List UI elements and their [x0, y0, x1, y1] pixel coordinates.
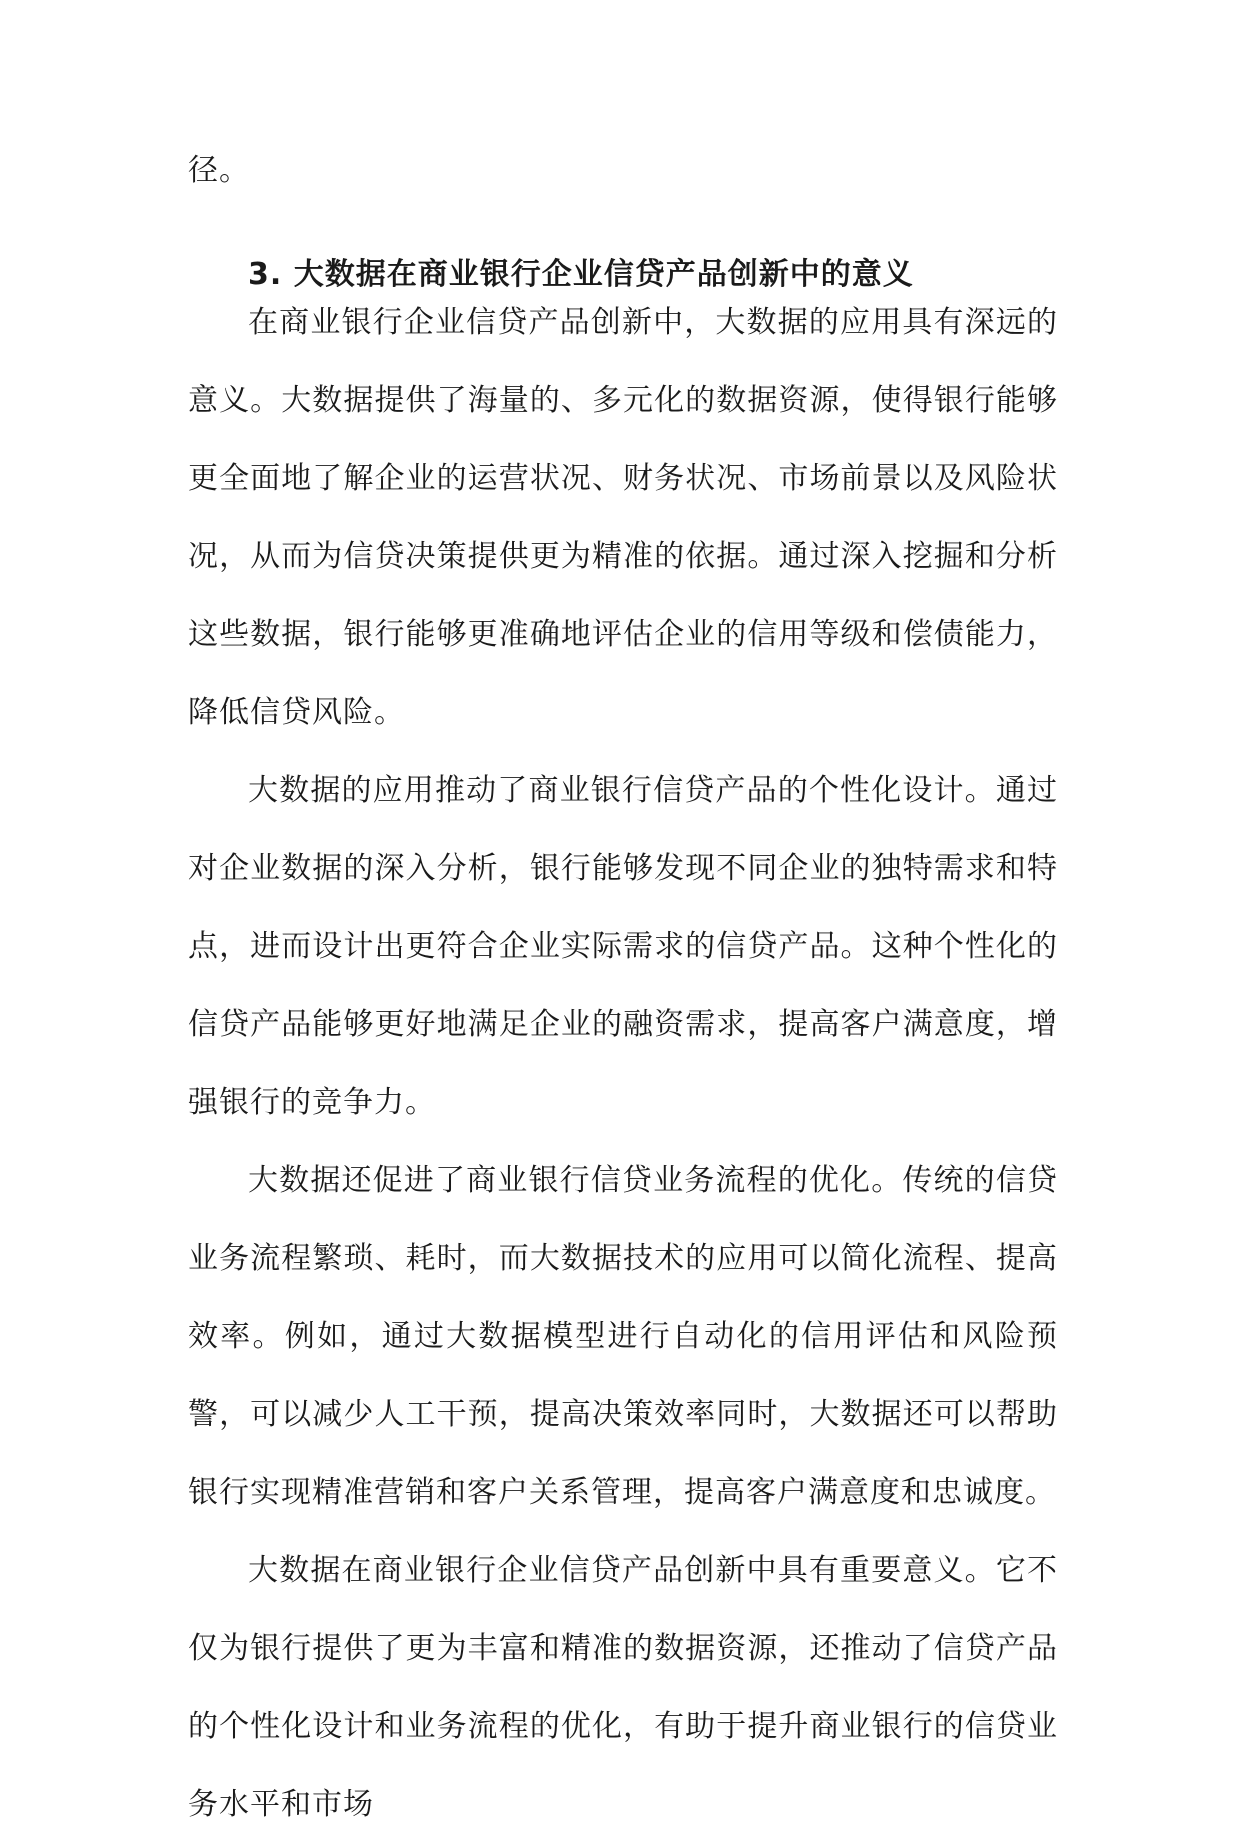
- paragraph-2: 大数据的应用推动了商业银行信贷产品的个性化设计。通过对企业数据的深入分析，银行能够发现不同企业的独特需求和特点，进而设计出更符合企业实际需求的信贷产品。这种个性化的信贷产品能够更好地满足企业的融资需求，提高客户满意度，增强银行的竞争力。: [188, 773, 1058, 1120]
- paragraph-1: 在商业银行企业信贷产品创新中，大数据的应用具有深远的意义。大数据提供了海量的、多元化的数据资源，使得银行能够更全面地了解企业的运营状况、财务状况、市场前景以及风险状况，从而为信贷决策提供更为精准的依据。通过深入挖掘和分析这些数据，银行能够更准确地评估企业的信用等级和偿债能力，降低信贷风险。: [188, 305, 1058, 730]
- paragraph-4: 大数据在商业银行企业信贷产品创新中具有重要意义。它不仅为银行提供了更为丰富和精准的数据资源，还推动了信贷产品的个性化设计和业务流程的优化，有助于提升商业银行的信贷业务水平和市场: [188, 1553, 1058, 1822]
- continuation-text: 径。: [188, 153, 250, 188]
- body-text: [188, 284, 1058, 1844]
- section-heading: 3. 大数据在商业银行企业信贷产品创新中的意义: [248, 257, 914, 292]
- paragraph-3: 大数据还促进了商业银行信贷业务流程的优化。传统的信贷业务流程繁琐、耗时，而大数据技术的应用可以简化流程、提高效率。例如，通过大数据模型进行自动化的信用评估和风险预警，可以减少人工干预，提高决策效率同时，大数据还可以帮助银行实现精准营销和客户关系管理，提高客户满意度和忠诚度。: [188, 1163, 1058, 1510]
